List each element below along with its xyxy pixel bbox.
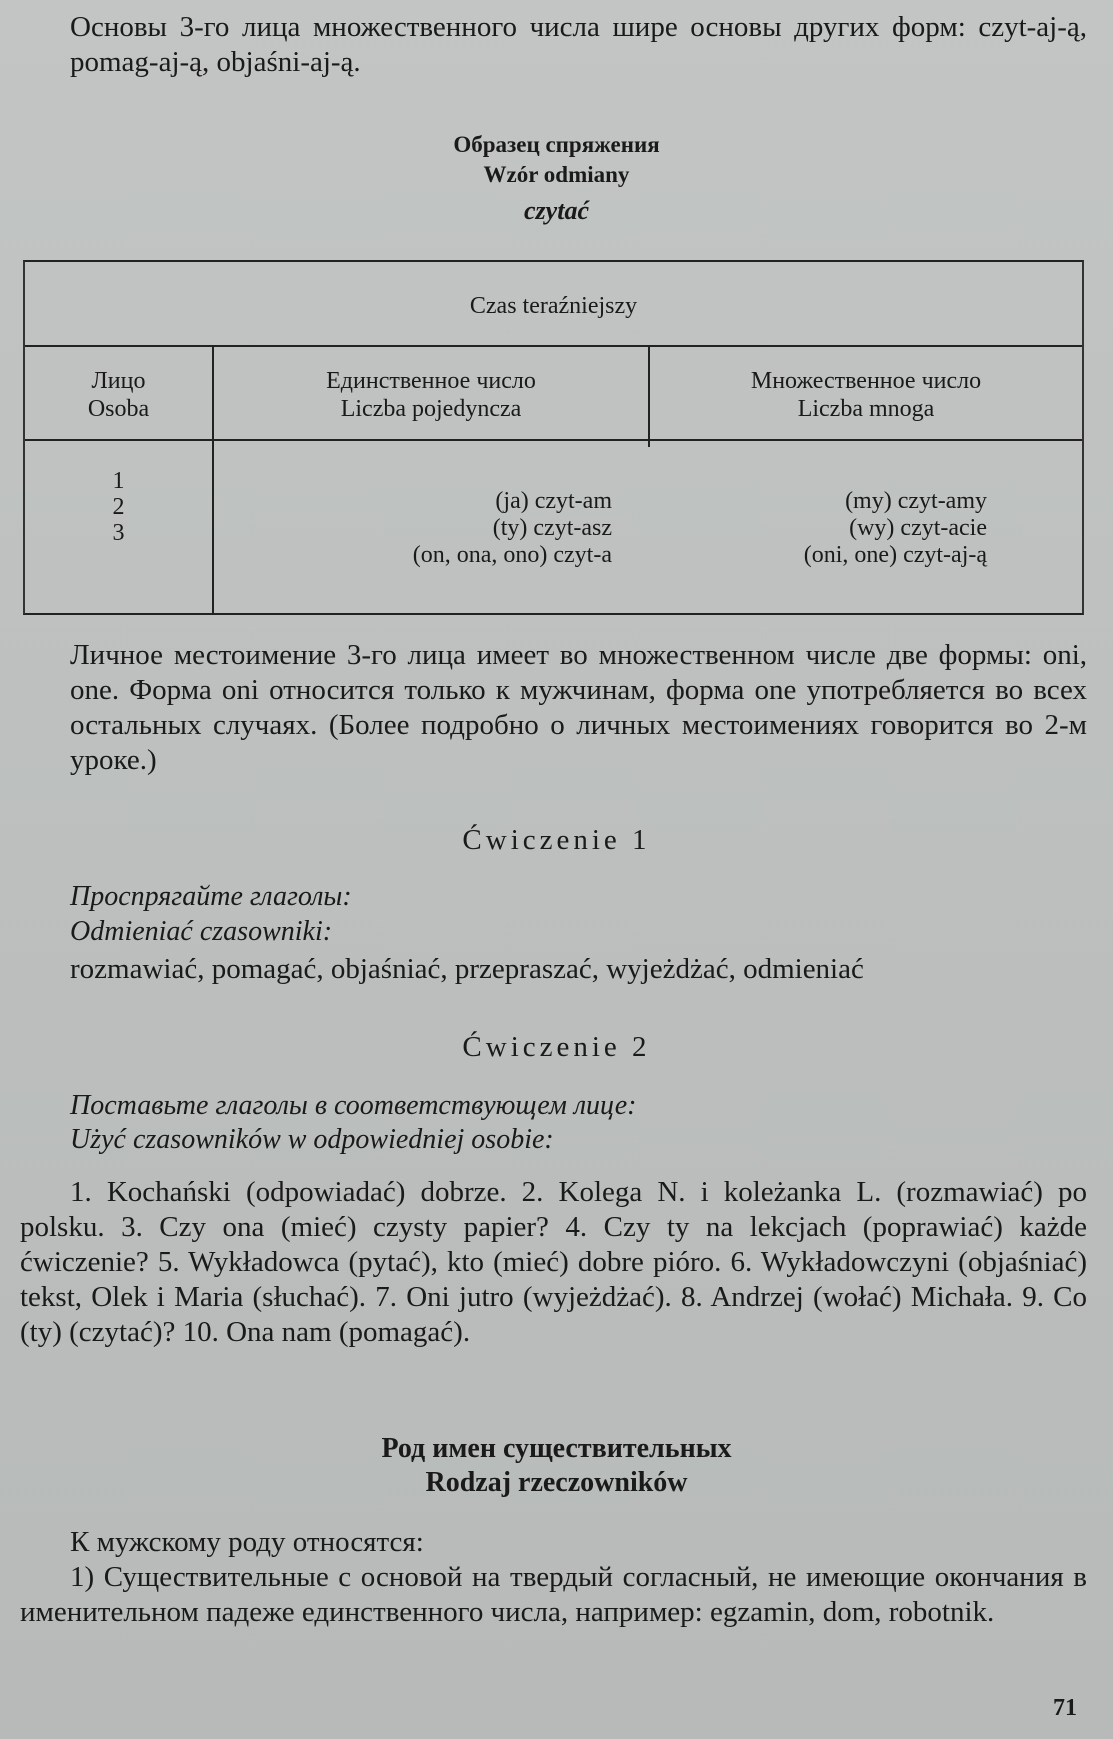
exercise2-instruction-ru: Поставьте глаголы в соответствующем лице:	[70, 1090, 637, 1121]
sample-title-ru: Образец спряжения	[453, 132, 660, 157]
header-person-ru: Лицо	[91, 368, 146, 394]
person-3: 3	[112, 520, 125, 546]
table-header-divider	[25, 439, 1082, 441]
sample-title-pl: Wzór odmiany	[483, 162, 630, 187]
table-caption: Czas teraźniejszy	[469, 293, 638, 319]
table-divider	[25, 345, 1082, 347]
person-2: 2	[112, 494, 125, 520]
exercise1-instruction-pl: Odmieniać czasowniki:	[70, 916, 333, 947]
header-singular-ru: Единственное число	[326, 368, 536, 394]
header-singular-pl: Liczba pojedyncza	[340, 396, 522, 422]
gender-lead: К мужскому роду относятся:	[70, 1526, 424, 1558]
sample-verb: czytać	[524, 196, 589, 225]
pronoun-note: Личное местоимение 3-го лица имеет во множественном числе две формы: oni, one. Форма oni относится только к мужчинам, форма one употребляется во всех остальных случаях. (Более подробно о личных местоимениях говорится во 2-м уроке.)	[70, 639, 1087, 776]
plural-form-1: (my) czyt-amy	[845, 488, 987, 514]
header-plural-pl: Liczba mnoga	[797, 396, 935, 422]
singular-form-3: (on, ona, ono) czyt-a	[412, 542, 612, 568]
exercise2-instruction-pl: Użyć czasowników w odpowiedniej osobie:	[70, 1124, 554, 1155]
exercise2-content: 1. Kochański (odpowiadać) dobrze. 2. Kolega N. i koleżanka L. (rozmawiać) po polsku. 3. Czy ona (mieć) czysty papier? 4. Czy ty na lekcjach (poprawiać) każde ćwiczenie? 5. Wykładowca (pytać), kto (mieć) dobre pióro. 6. Wykładowczyni (objaśniać) tekst, Olek i Maria (słuchać). 7. Oni jutro (wyjeżdżać). 8. Andrzej (wołać) Michała. 9. Co (ty) (czytać)? 10. Ona nam (pomagać).	[20, 1176, 1087, 1348]
exercise1-instruction-ru: Проспрягайте глаголы:	[70, 881, 352, 912]
exercise2-heading: Ćwiczenie 2	[462, 1031, 651, 1063]
plural-form-2: (wy) czyt-acie	[849, 515, 987, 541]
header-person-pl: Osoba	[87, 396, 150, 422]
person-1: 1	[112, 468, 125, 494]
singular-form-1: (ja) czyt-am	[495, 488, 612, 514]
conjugation-table	[23, 260, 1084, 615]
exercise1-content: rozmawiać, pomagać, objaśniać, przepraszać, wyjeżdżać, odmieniać	[70, 953, 864, 985]
plural-form-3: (oni, one) czyt-aj-ą	[803, 542, 987, 568]
singular-form-2: (ty) czyt-asz	[492, 515, 612, 541]
header-plural-ru: Множественное число	[750, 368, 982, 394]
intro-paragraph: Основы 3-го лица множественного числа шире основы других форм: czyt-aj-ą, pomag-aj-ą, objaśni-aj-ą.	[70, 11, 1087, 78]
gender-title-pl: Rodzaj rzeczowników	[425, 1467, 688, 1498]
gender-item-1: 1) Существительные с основой на твердый согласный, не имеющие окончания в именительном падеже единственного числа, например: egzamin, dom, robotnik.	[20, 1561, 1087, 1628]
page-number: 71	[1053, 1695, 1077, 1721]
gender-title-ru: Род имен существительных	[381, 1433, 732, 1464]
exercise1-heading: Ćwiczenie 1	[462, 824, 651, 856]
